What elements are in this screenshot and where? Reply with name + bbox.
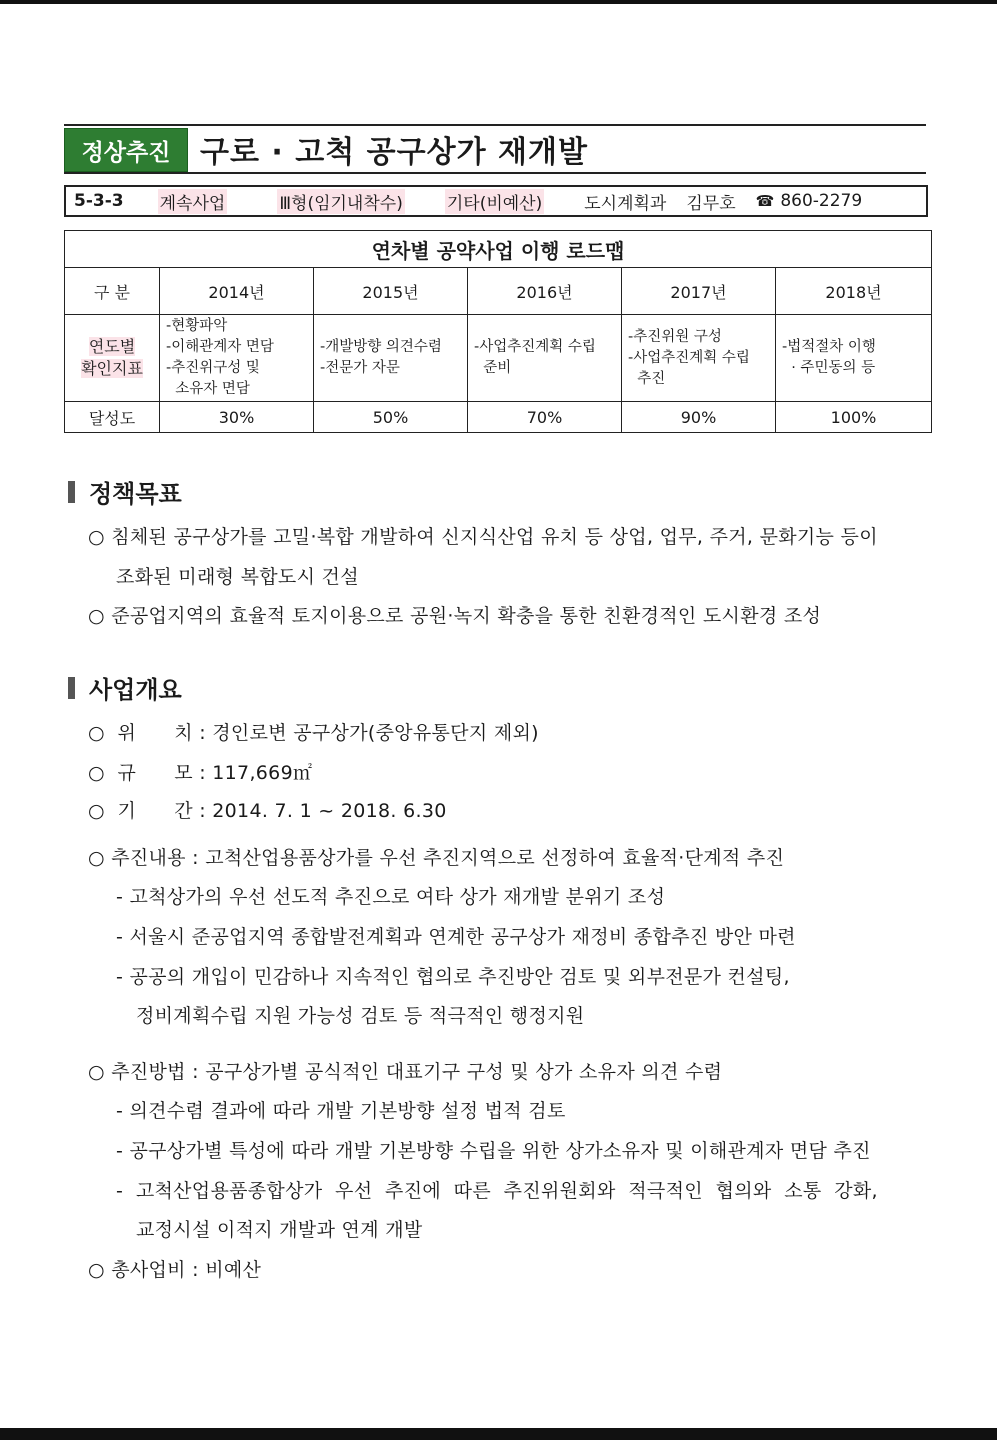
- overview-cost: ○ 총사업비 : 비예산: [88, 1259, 262, 1281]
- column-label: 구 분: [65, 268, 160, 315]
- roadmap-achievement-row: [65, 402, 932, 433]
- policy-item: ○ 침체된 공구상가를 고밀·복합 개발하여 신지식산업 유치 등 상업, 업무, 주거, 문화기능 등이: [88, 526, 878, 548]
- status-badge: 정상추진: [64, 128, 188, 172]
- roadmap-title: 연차별 공약사업 이행 로드맵: [65, 231, 932, 268]
- indicator-line: 추진: [628, 370, 666, 387]
- overview-heading: [68, 670, 182, 705]
- project-type: 계속사업: [158, 189, 228, 214]
- project-code: 5-3-3: [74, 191, 124, 211]
- achievement-value: 90%: [622, 402, 776, 433]
- phone-number: 860-2279: [780, 191, 863, 211]
- indicator-line: · 주민동의 등: [782, 360, 876, 376]
- indicator-line: 준비: [474, 360, 512, 376]
- content-item: - 공공의 개입이 민감하나 지속적인 협의로 추진방안 검토 및 외부전문가 컨설팅,: [116, 966, 790, 988]
- indicator-label-line: 확인지표: [81, 359, 143, 378]
- overview-heading-text: 사업개요: [89, 676, 182, 704]
- phone-icon: ☎: [755, 192, 775, 210]
- project-grade: Ⅲ형(임기내착수): [277, 189, 405, 214]
- indicator-cell-2017: [622, 315, 776, 402]
- policy-item: 조화된 미래형 복합도시 건설: [116, 566, 359, 588]
- department: 도시계획과: [584, 193, 667, 214]
- policy-heading-text: 정책목표: [89, 480, 182, 508]
- content-item: 정비계획수립 지원 가능성 검토 등 적극적인 행정지원: [136, 1005, 585, 1027]
- person-in-charge: 김무호: [686, 193, 736, 214]
- method-item: 교정시설 이적지 개발과 연계 개발: [136, 1219, 423, 1241]
- indicator-cell-2018: [776, 315, 932, 402]
- title-row: [64, 124, 926, 174]
- indicator-line: -법적절차 이행: [782, 339, 876, 355]
- policy-item: ○ 준공업지역의 효율적 토지이용으로 공원·녹지 확충을 통한 친환경적인 도시환경 조성: [88, 605, 822, 627]
- achievement-value: 70%: [468, 402, 622, 433]
- heading-bar-icon: [68, 481, 75, 503]
- overview-location: ○ 위 치 : 경인로변 공구상가(중앙유통단지 제외): [88, 722, 539, 744]
- bottom-border: [0, 1428, 997, 1440]
- indicator-cell-2016: [468, 315, 622, 402]
- indicator-line: -현황파악: [166, 318, 228, 334]
- content-item: - 서울시 준공업지역 종합발전계획과 연계한 공구상가 재정비 종합추진 방안 마련: [116, 926, 796, 948]
- roadmap-header-row: [65, 268, 932, 315]
- achievement-label: 달성도: [65, 402, 160, 433]
- indicator-label: [65, 315, 160, 402]
- overview-period: ○ 기 간 : 2014. 7. 1 ~ 2018. 6.30: [88, 800, 447, 822]
- project-info-row: [64, 185, 928, 217]
- project-budget: 기타(비예산): [445, 189, 544, 214]
- roadmap-indicator-row: [65, 315, 932, 402]
- indicator-cell-2014: [160, 315, 314, 402]
- content-item: - 고척상가의 우선 선도적 추진으로 여타 상가 재개발 분위기 조성: [116, 886, 666, 908]
- indicator-line: -추진위구성 및: [166, 360, 260, 376]
- indicator-line: -사업추진계획 수립: [628, 349, 750, 366]
- page-title: 구로 · 고척 공구상가 재개발: [200, 135, 588, 170]
- title-top-rule: [64, 124, 926, 126]
- method-item: - 공구상가별 특성에 따라 개발 기본방향 수립을 위한 상가소유자 및 이해관계자 면담 추진: [116, 1140, 871, 1162]
- heading-bar-icon: [68, 677, 75, 699]
- overview-scale: ○ 규 모 : 117,669㎡: [88, 762, 313, 784]
- year-header: 2014년: [160, 268, 314, 315]
- indicator-line: 소유자 면담: [166, 381, 250, 397]
- indicator-line: -전문가 자문: [320, 360, 400, 376]
- indicator-line: -추진위원 구성: [628, 328, 722, 345]
- method-item: - 고척산업용품종합상가 우선 추진에 따른 추진위원회와 적극적인 협의와 소통 강화,: [116, 1180, 878, 1202]
- year-header: 2017년: [622, 268, 776, 315]
- indicator-label-line: 연도별: [88, 337, 136, 356]
- achievement-value: 30%: [160, 402, 314, 433]
- year-header: 2016년: [468, 268, 622, 315]
- title-bottom-rule: [64, 172, 926, 174]
- achievement-value: 50%: [314, 402, 468, 433]
- achievement-value: 100%: [776, 402, 932, 433]
- year-header: 2015년: [314, 268, 468, 315]
- indicator-cell-2015: [314, 315, 468, 402]
- indicator-line: -사업추진계획 수립: [474, 339, 596, 355]
- overview-content: ○ 추진내용 : 고척산업용품상가를 우선 추진지역으로 선정하여 효율적·단계적 추진: [88, 847, 785, 869]
- top-border: [0, 0, 997, 4]
- overview-method: ○ 추진방법 : 공구상가별 공식적인 대표기구 구성 및 상가 소유자 의견 수렴: [88, 1061, 723, 1083]
- method-item: - 의견수렴 결과에 따라 개발 기본방향 설정 법적 검토: [116, 1100, 566, 1122]
- indicator-line: -이해관계자 면담: [166, 339, 274, 355]
- year-header: 2018년: [776, 268, 932, 315]
- roadmap-title-row: [65, 231, 932, 268]
- policy-heading: [68, 474, 182, 509]
- roadmap-table: [64, 230, 932, 433]
- indicator-line: -개발방향 의견수렴: [320, 339, 442, 355]
